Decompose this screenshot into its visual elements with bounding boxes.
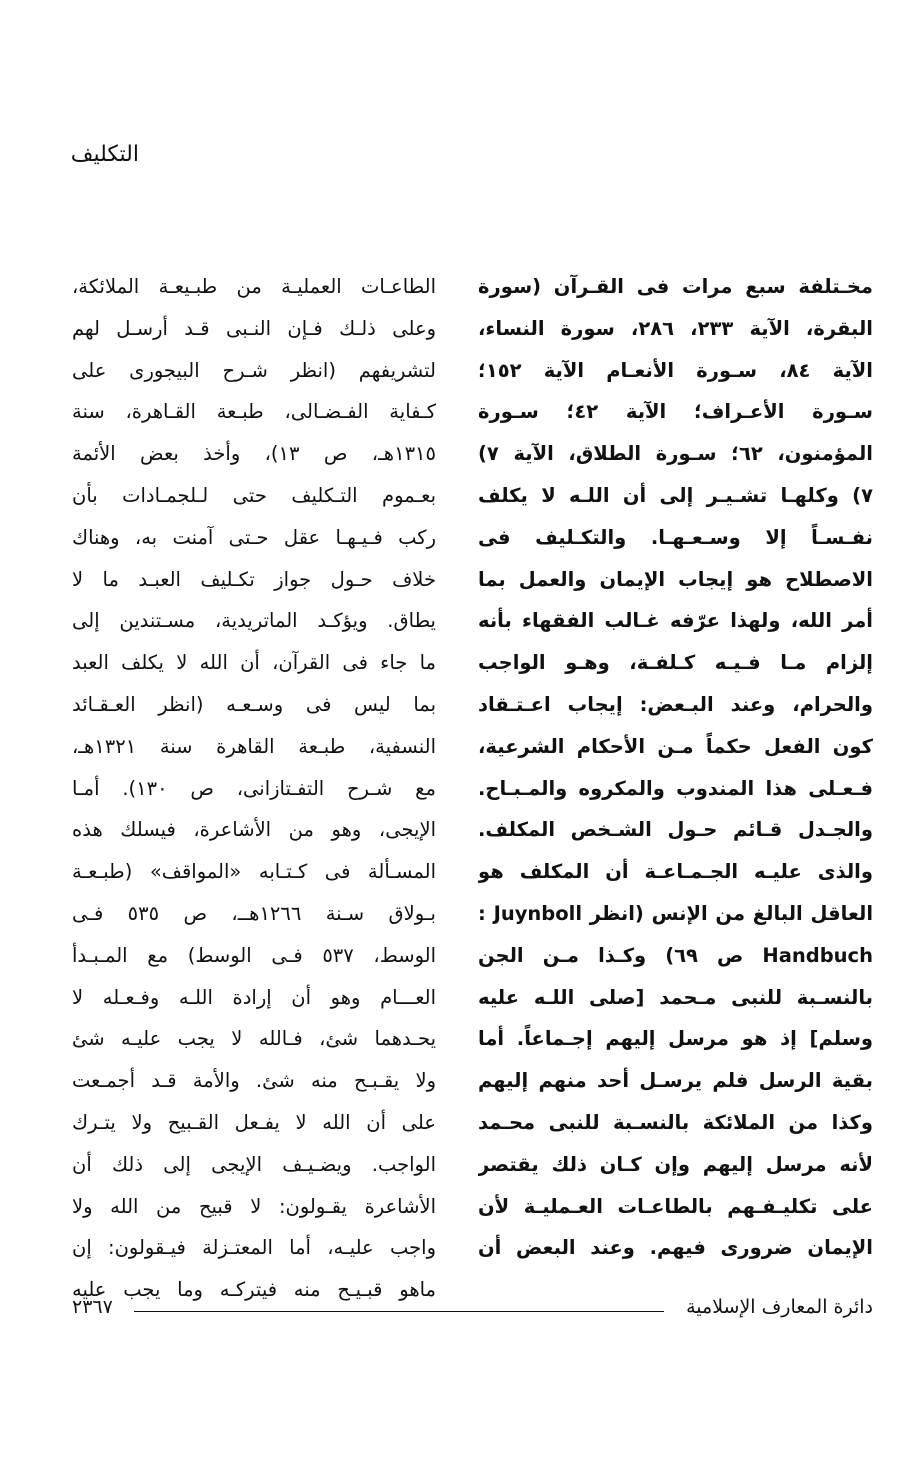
right-column [478, 266, 873, 1269]
text-line: وسلم] إذ هو مرسل إليهم إجـماعاً. أما [478, 1027, 873, 1051]
text-line: وعلى ذلـك فـإن النـبى قـد أرسـل لهم [72, 316, 436, 340]
text-line: خلاف حـول جواز تكـليف العبـد ما لا [72, 567, 436, 591]
text-line: العـــام وهو أن إرادة اللـه وفـعـله لا [72, 985, 436, 1009]
text-line: لأنه مرسل إليهم وإن كـان ذلك يقتصر [478, 1152, 873, 1176]
text-line: كـفاية الفـضـالى، طبـعة القـاهرة، سنة [72, 400, 436, 424]
text-line: بـولاق سـنة ١٢٦٦هــ، ص ٥٣٥ فـى [72, 901, 436, 925]
text-line: كون الفعل حكماً مـن الأحكام الشرعية، [478, 734, 873, 758]
text-line: واجب عليـه، أما المعتـزلة فيـقولون: إن [72, 1236, 436, 1260]
text-line: فـعـلى هذا المندوب والمكروه والمـبـاح. [478, 776, 873, 800]
text-line: على أن الله لا يفـعل القـبيح ولا يتـرك [72, 1110, 436, 1134]
text-line: الواجب. ويضـيـف الإيجى إلى ذلك أن [72, 1152, 436, 1176]
text-line: لتشريفهم (انظر شـرح البيجورى على [72, 358, 436, 382]
text-line: بالنسـبة للنبى مـحمد [صلى اللـه عليه [478, 985, 873, 1009]
text-line: إلزام مـا فـيـه كـلفـة، وهـو الواجب [478, 651, 873, 675]
text-line: Handbuch ص ٦٩) وكـذا مـن الجن [478, 943, 873, 967]
text-line: ١٣١٥هـ، ص ١٣)، وأخذ بعض الأئمة [72, 442, 436, 466]
page-footer [72, 1296, 873, 1326]
text-line: الإيجى، وهو من الأشاعرة، فيسلك هذه [72, 818, 436, 842]
text-line: على تكليـفـهم بالطاعـات العـمليـة لأن [478, 1194, 873, 1218]
running-header: التكليف [70, 142, 139, 167]
left-column [72, 266, 436, 1311]
text-line: ركب فـيـهـا عقل حـتى آمنت به، وهناك [72, 525, 436, 549]
text-line: بقية الرسل فلم يرسـل أحد منهم إليهم [478, 1069, 873, 1093]
text-line: الإيمان ضرورى فيهم. وعند البعض أن [478, 1236, 873, 1260]
text-line: النسفية، طبـعة القاهرة سنة ١٣٢١هـ، [72, 734, 436, 758]
text-line: المسـألة فى كـتـابه «المواقف» (طبـعـة [72, 860, 436, 884]
page-number: ٢٣٦٧ [72, 1296, 113, 1318]
text-line: البقرة، الآية ٢٣٣، ٢٨٦، سورة النساء، [478, 316, 873, 340]
text-line: سـورة الأعـراف؛ الآية ٤٢؛ سـورة [478, 400, 873, 424]
text-line: العاقل البالغ من الإنس (انظر Juynboll : [478, 901, 873, 925]
text-line: الوسط، ٥٣٧ فـى الوسط) مع المـبـدأ [72, 943, 436, 967]
text-line: والجـدل قـائم حـول الشـخص المكلف. [478, 818, 873, 842]
text-line: مع شـرح التفـتازانى، ص ١٣٠). أمـا [72, 776, 436, 800]
text-line: ماهو قبـيـح منه فيتركـه وما يجب عليه [72, 1278, 436, 1302]
text-line: المؤمنون، ٦٢؛ سـورة الطلاق، الآية ٧) [478, 442, 873, 466]
text-line: نفـسـاً إلا وسـعـهـا. والتكـليف فى [478, 525, 873, 549]
text-line: الطاعـات العمليـة من طبـيعـة الملائكة، [72, 275, 436, 298]
text-line: ولا يقـبـح منه شئ. والأمة قـد أجمـعت [72, 1069, 436, 1093]
text-line: بما ليس فى وسـعـه (انظر العـقـائد [72, 692, 436, 716]
text-line: بعـموم التـكليف حتى لـلجمـادات بأن [72, 483, 436, 507]
text-line: والذى عليـه الجـمـاعـة أن المكلف هو [478, 860, 873, 884]
footer-publication-title: دائرة المعارف الإسلامية [686, 1296, 873, 1318]
text-line: يطاق. ويؤكـد الماتريدية، مسـتندين إلى [72, 609, 436, 633]
footer-rule [134, 1311, 664, 1312]
text-line: الآية ٨٤، سـورة الأنعـام الآية ١٥٢؛ [478, 358, 873, 382]
text-line: يحـدهما شئ، فـالله لا يجب عليـه شئ [72, 1027, 436, 1051]
text-line: أمر الله، ولهذا عرّفه غـالب الفقهاء بأنه [478, 609, 873, 633]
text-line: الاصطلاح هو إيجاب الإيمان والعمل بما [478, 567, 873, 591]
text-line: وكذا من الملائكة بالنسـبة للنبى محـمد [478, 1110, 873, 1134]
text-line: والحرام، وعند البـعض: إيجاب اعـتـقاد [478, 692, 873, 716]
text-line: مخـتلفة سبع مرات فى القـرآن (سورة [478, 275, 873, 298]
text-line: ٧) وكلهـا تشـيـر إلى أن اللـه لا يكلف [478, 483, 873, 507]
text-line: الأشاعرة يقـولون: لا قبيح من الله ولا [72, 1194, 436, 1218]
text-line: ما جاء فى القرآن، أن الله لا يكلف العبد [72, 651, 436, 675]
